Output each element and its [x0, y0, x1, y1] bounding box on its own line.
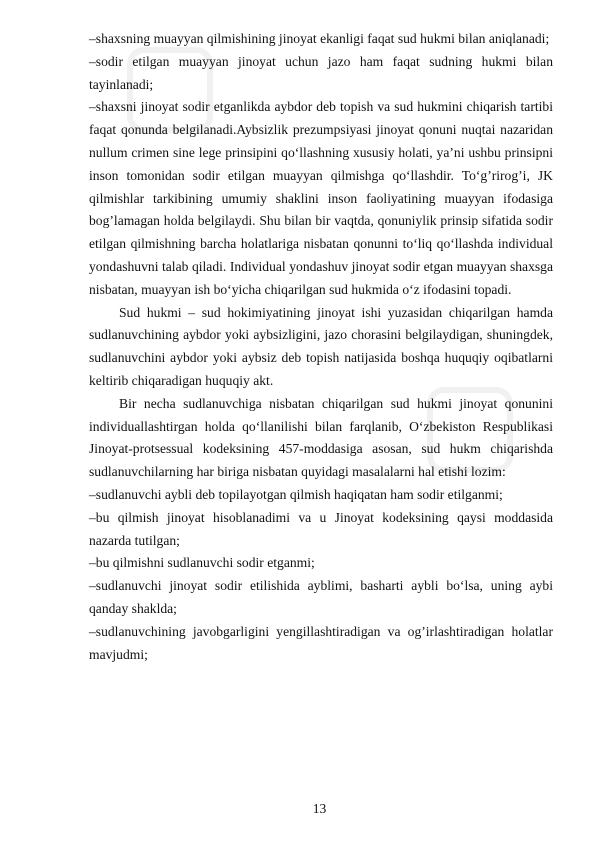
- paragraph: –shaxsni jinoyat sodir etganlikda aybdor deb topish va sud hukmini chiqarish tartibi faqat qonunda belgilanadi.Aybsizlik prezumpsiyasi jinoyat qonuni nuqtai nazaridan nullum crimen sine lege prinsipini qo‘llashning xususiy holati, ya’ni ushbu prinsipni inson tomonidan sodir etilgan muayyan qilmishga qo‘llashdir. To‘g’rirog’i, JK qilmishlar tarkibining umumiy shaklini inson faoliyatining muayyan ifodasiga bog’lamagan holda belgilaydi. Shu bilan bir vaqtda, qonuniylik prinsip sifatida sodir etilgan qilmishning barcha holatlariga nisbatan qonunni to‘liq qo‘llashda individual yondashuvni talab qiladi. Individual yondashuv jinoyat sodir etgan muayyan shaxsga nisbatan, muayyan ish bo‘yicha chiqarilgan sud hukmida o‘z ifodasini topadi.: [89, 99, 553, 297]
- page-number: 13: [312, 801, 327, 816]
- document-body: [89, 28, 553, 666]
- paragraph: –sudlanuvchi jinoyat sodir etilishida ayblimi, basharti aybli bo‘lsa, uning aybi qanday shaklda;: [89, 578, 553, 616]
- paragraph: –sodir etilgan muayyan jinoyat uchun jazo ham faqat sudning hukmi bilan tayinlanadi;: [89, 53, 553, 92]
- paragraph: Bir necha sudlanuvchiga nisbatan chiqarilgan sud hukmi jinoyat qonunini individuallashtirgan holda qo‘llanilishi bilan farqlanib, O‘zbekiston Respublikasi Jinoyat-protsessual kodeksining 457-moddasiga asosan, sud hukm chiqarishda sudlanuvchilarning har biriga nisbatan quyidagi masalalarni hal etishi lozim:: [89, 395, 553, 480]
- paragraph: –sudlanuvchi aybli deb topilayotgan qilmish haqiqatan ham sodir etilganmi;: [89, 486, 503, 502]
- paragraph: –sudlanuvchining javobgarligini yengillashtiradigan va og’irlashtiradigan holatlar mavjudmi;: [89, 623, 553, 662]
- paragraph: –bu qilmish jinoyat hisoblanadimi va u Jinoyat kodeksining qaysi moddasida nazarda tutilgan;: [89, 509, 553, 548]
- paragraph: –shaxsning muayyan qilmishining jinoyat ekanligi faqat sud hukmi bilan aniqlanadi;: [89, 31, 550, 46]
- paragraph: Sud hukmi – sud hokimiyatining jinoyat ishi yuzasidan chiqarilgan hamda sudlanuvchining aybdor yoki aybsizligini, jazo chorasini belgilaydigan, shuningdek, sudlanuvchini aybdor yoki aybsiz deb topish natijasida boshqa huquqiy oqibatlarni keltirib chiqaradigan huquqiy akt.: [89, 304, 553, 388]
- paragraph: –bu qilmishni sudlanuvchi sodir etganmi;: [89, 555, 315, 571]
